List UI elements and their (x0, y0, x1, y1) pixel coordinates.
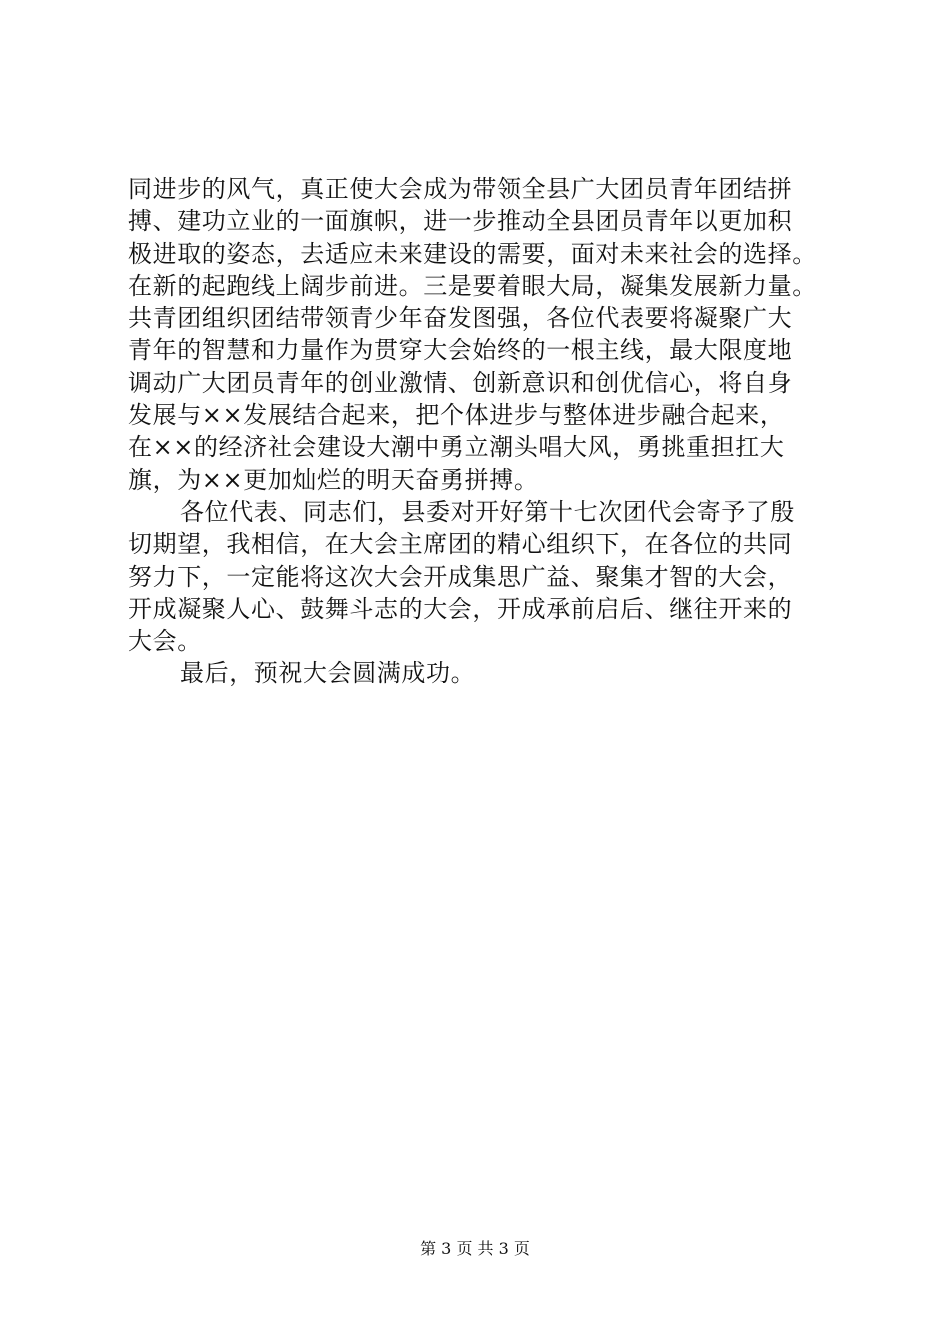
text-line: 调动广大团员青年的创业激情、创新意识和创优信心，将自身 (128, 368, 793, 397)
text-line: 切期望，我相信，在大会主席团的精心组织下，在各位的共同 (128, 530, 793, 559)
page-footer (0, 1237, 950, 1261)
text-line: 开成凝聚人心、鼓舞斗志的大会，开成承前启后、继往开来的 (128, 594, 793, 623)
paragraph-first-line: 最后，预祝大会圆满成功。 (180, 659, 476, 688)
page-number-label: 第 3 页 共 3 页 (420, 1239, 530, 1258)
text-line: 同进步的风气，真正使大会成为带领全县广大团员青年团结拼 (128, 175, 793, 203)
text-line: 青年的智慧和力量作为贯穿大会始终的一根主线，最大限度地 (128, 336, 793, 365)
document-body (128, 173, 864, 690)
text-line: 大会。 (128, 627, 202, 656)
paragraph-first-line: 各位代表、同志们，县委对开好第十七次团代会寄予了殷 (180, 497, 795, 526)
text-line: 共青团组织团结带领青少年奋发图强，各位代表要将凝聚广大 (128, 304, 793, 333)
text-line: 在××的经济社会建设大潮中勇立潮头唱大风，勇挑重担扛大 (128, 433, 785, 462)
text-line: 极进取的姿态，去适应未来建设的需要，面对未来社会的选择。 (128, 239, 817, 268)
text-line: 发展与××发展结合起来，把个体进步与整体进步融合起来， (128, 401, 785, 430)
text-line: 在新的起跑线上阔步前进。三是要着眼大局，凝集发展新力量。 (128, 271, 817, 300)
text-line: 搏、建功立业的一面旗帜，进一步推动全县团员青年以更加积 (128, 207, 793, 236)
text-line: 旗，为××更加灿烂的明天奋勇拼搏。 (128, 465, 539, 494)
text-line: 努力下，一定能将这次大会开成集思广益、聚集才智的大会， (128, 562, 793, 591)
